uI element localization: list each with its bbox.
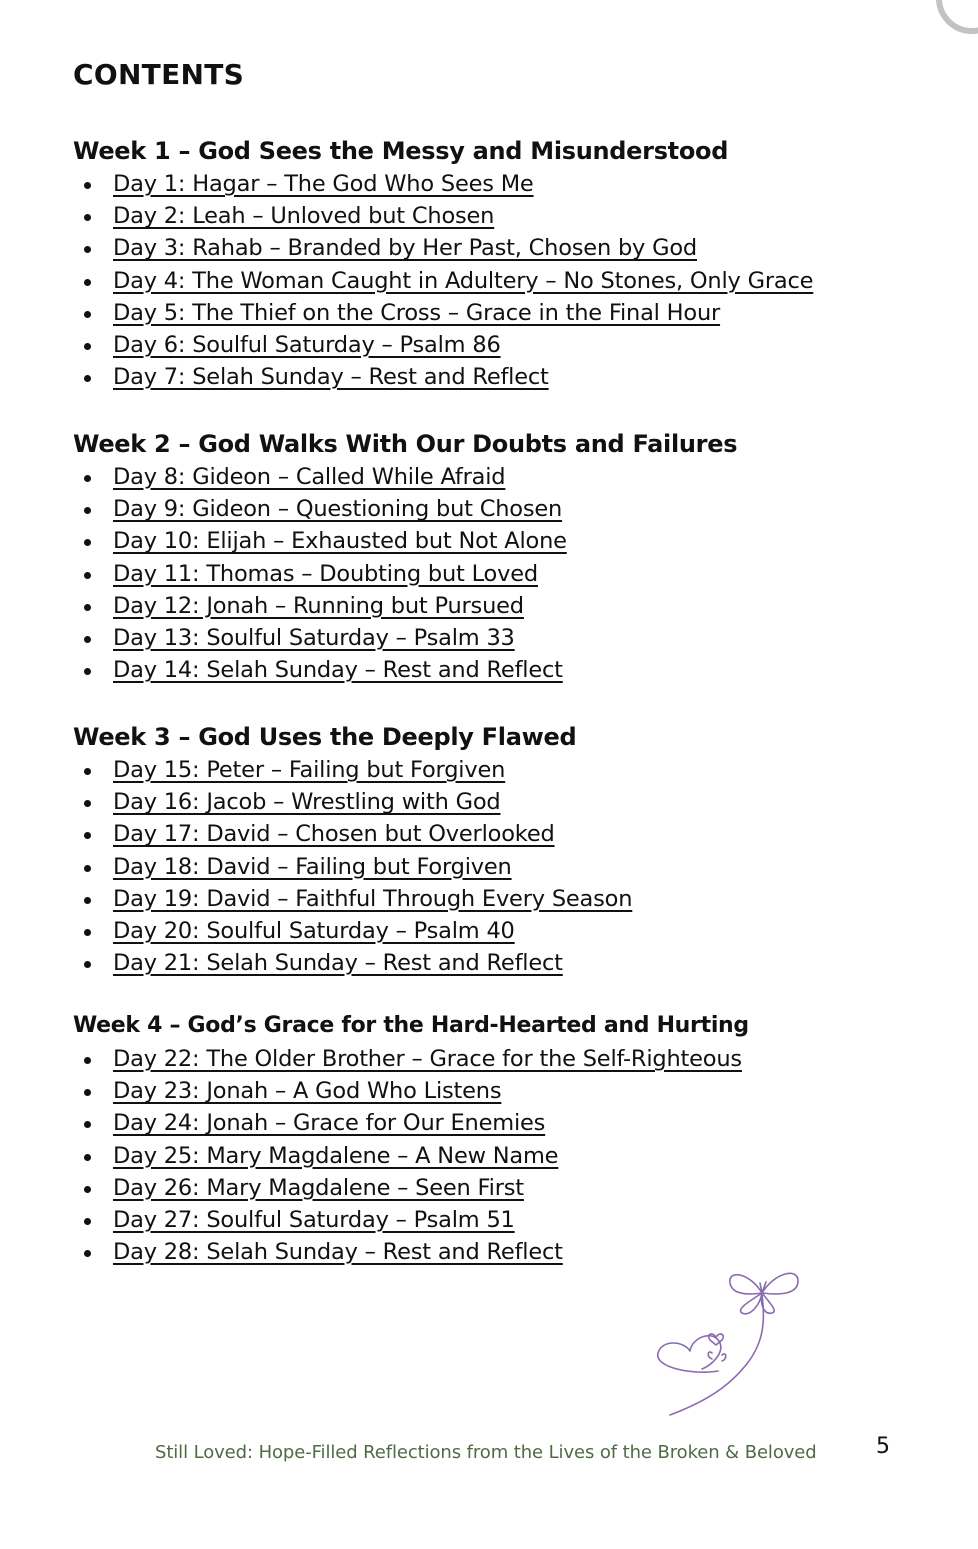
bullet-icon [84,279,91,286]
bullet-icon [84,475,91,482]
bullet-icon [84,572,91,579]
bullet-icon [84,311,91,318]
list-item [73,623,953,655]
toc-link-day-5[interactable]: Day 5: The Thief on the Cross – Grace in the Final Hour [113,299,721,326]
bullet-icon [84,768,91,775]
week-2-day-list [73,462,953,687]
week-3-day-list [73,755,953,980]
list-item [73,916,953,948]
bullet-icon [84,214,91,221]
list-item [73,362,953,394]
list-item [73,1044,953,1076]
bullet-icon [84,929,91,936]
toc-link-day-23[interactable]: Day 23: Jonah – A God Who Listens [113,1078,502,1105]
toc-link-day-11[interactable]: Day 11: Thomas – Doubting but Loved [113,560,538,587]
bullet-icon [84,1250,91,1257]
list-item [73,852,953,884]
list-item [73,1076,953,1108]
list-item [73,559,953,591]
list-item [73,787,953,819]
bullet-icon [84,897,91,904]
toc-link-day-3[interactable]: Day 3: Rahab – Branded by Her Past, Chosen by God [113,235,697,262]
toc-link-day-14[interactable]: Day 14: Selah Sunday – Rest and Reflect [113,657,563,684]
toc-link-day-25[interactable]: Day 25: Mary Magdalene – A New Name [113,1142,559,1169]
list-item [73,1108,953,1140]
toc-link-day-19[interactable]: Day 19: David – Faithful Through Every Season [113,885,633,912]
list-item [73,755,953,787]
toc-link-day-15[interactable]: Day 15: Peter – Failing but Forgiven [113,757,506,783]
week-1-section [73,133,953,394]
bullet-icon [84,343,91,350]
list-item [73,948,953,980]
toc-link-day-10[interactable]: Day 10: Elijah – Exhausted but Not Alone [113,528,567,555]
toc-link-day-4[interactable]: Day 4: The Woman Caught in Adultery – No Stones, Only Grace [113,267,814,294]
week-2-section [73,426,953,687]
toc-link-day-24[interactable]: Day 24: Jonah – Grace for Our Enemies [113,1110,546,1137]
page-number: 5 [876,1434,890,1459]
list-item [73,526,953,558]
page-title: CONTENTS [73,58,245,91]
bullet-icon [84,246,91,253]
bullet-icon [84,800,91,807]
toc-link-day-8[interactable]: Day 8: Gideon – Called While Afraid [113,464,506,490]
list-item [73,233,953,265]
toc-link-day-6[interactable]: Day 6: Soulful Saturday – Psalm 86 [113,331,501,358]
bullet-icon [84,1186,91,1193]
bullet-icon [84,1218,91,1225]
week-1-heading: Week 1 – God Sees the Messy and Misunderstood [73,137,729,165]
bullet-icon [84,636,91,643]
list-item [73,298,953,330]
week-3-heading: Week 3 – God Uses the Deeply Flawed [73,723,577,751]
list-item [73,494,953,526]
bullet-icon [84,961,91,968]
bullet-icon [84,1121,91,1128]
bullet-icon [84,375,91,382]
list-item [73,169,953,201]
bullet-icon [84,539,91,546]
list-item [73,884,953,916]
list-item [73,655,953,687]
toc-link-day-16[interactable]: Day 16: Jacob – Wrestling with God [113,789,501,816]
list-item [73,1173,953,1205]
toc-link-day-21[interactable]: Day 21: Selah Sunday – Rest and Reflect [113,950,563,977]
list-item [73,1141,953,1173]
butterfly-heart-line-art-icon [650,1265,810,1425]
list-item [73,591,953,623]
list-item [73,330,953,362]
toc-link-day-2[interactable]: Day 2: Leah – Unloved but Chosen [113,203,495,230]
toc-link-day-26[interactable]: Day 26: Mary Magdalene – Seen First [113,1174,524,1201]
footer-book-title: Still Loved: Hope-Filled Reflections from the Lives of the Broken & Beloved [155,1442,817,1463]
list-item [73,266,953,298]
week-4-heading: Week 4 – God’s Grace for the Hard-Hearted and Hurting [73,1013,749,1038]
list-item [73,1237,953,1269]
week-4-section [73,1008,953,1269]
list-item [73,462,953,494]
toc-link-day-20[interactable]: Day 20: Soulful Saturday – Psalm 40 [113,917,515,944]
toc-link-day-12[interactable]: Day 12: Jonah – Running but Pursued [113,592,524,619]
bullet-icon [84,1154,91,1161]
toc-link-day-18[interactable]: Day 18: David – Failing but Forgiven [113,853,512,880]
list-item [73,1205,953,1237]
toc-link-day-28[interactable]: Day 28: Selah Sunday – Rest and Reflect [113,1239,563,1266]
bullet-icon [84,1089,91,1096]
bullet-icon [84,604,91,611]
toc-link-day-9[interactable]: Day 9: Gideon – Questioning but Chosen [113,496,563,523]
bullet-icon [84,865,91,872]
toc-link-day-1[interactable]: Day 1: Hagar – The God Who Sees Me [113,171,534,197]
list-item [73,201,953,233]
week-2-heading: Week 2 – God Walks With Our Doubts and Failures [73,430,738,458]
list-item [73,819,953,851]
toc-link-day-13[interactable]: Day 13: Soulful Saturday – Psalm 33 [113,624,515,651]
bullet-icon [84,832,91,839]
toc-link-day-7[interactable]: Day 7: Selah Sunday – Rest and Reflect [113,364,549,391]
bullet-icon [84,507,91,514]
corner-mark [936,0,978,34]
week-1-day-list [73,169,953,394]
toc-link-day-17[interactable]: Day 17: David – Chosen but Overlooked [113,821,555,848]
bullet-icon [84,1057,91,1064]
bullet-icon [84,182,91,189]
week-4-day-list [73,1044,953,1269]
toc-link-day-27[interactable]: Day 27: Soulful Saturday – Psalm 51 [113,1206,515,1233]
toc-link-day-22[interactable]: Day 22: The Older Brother – Grace for the Self-Righteous [113,1046,742,1072]
bullet-icon [84,668,91,675]
week-3-section [73,719,953,980]
